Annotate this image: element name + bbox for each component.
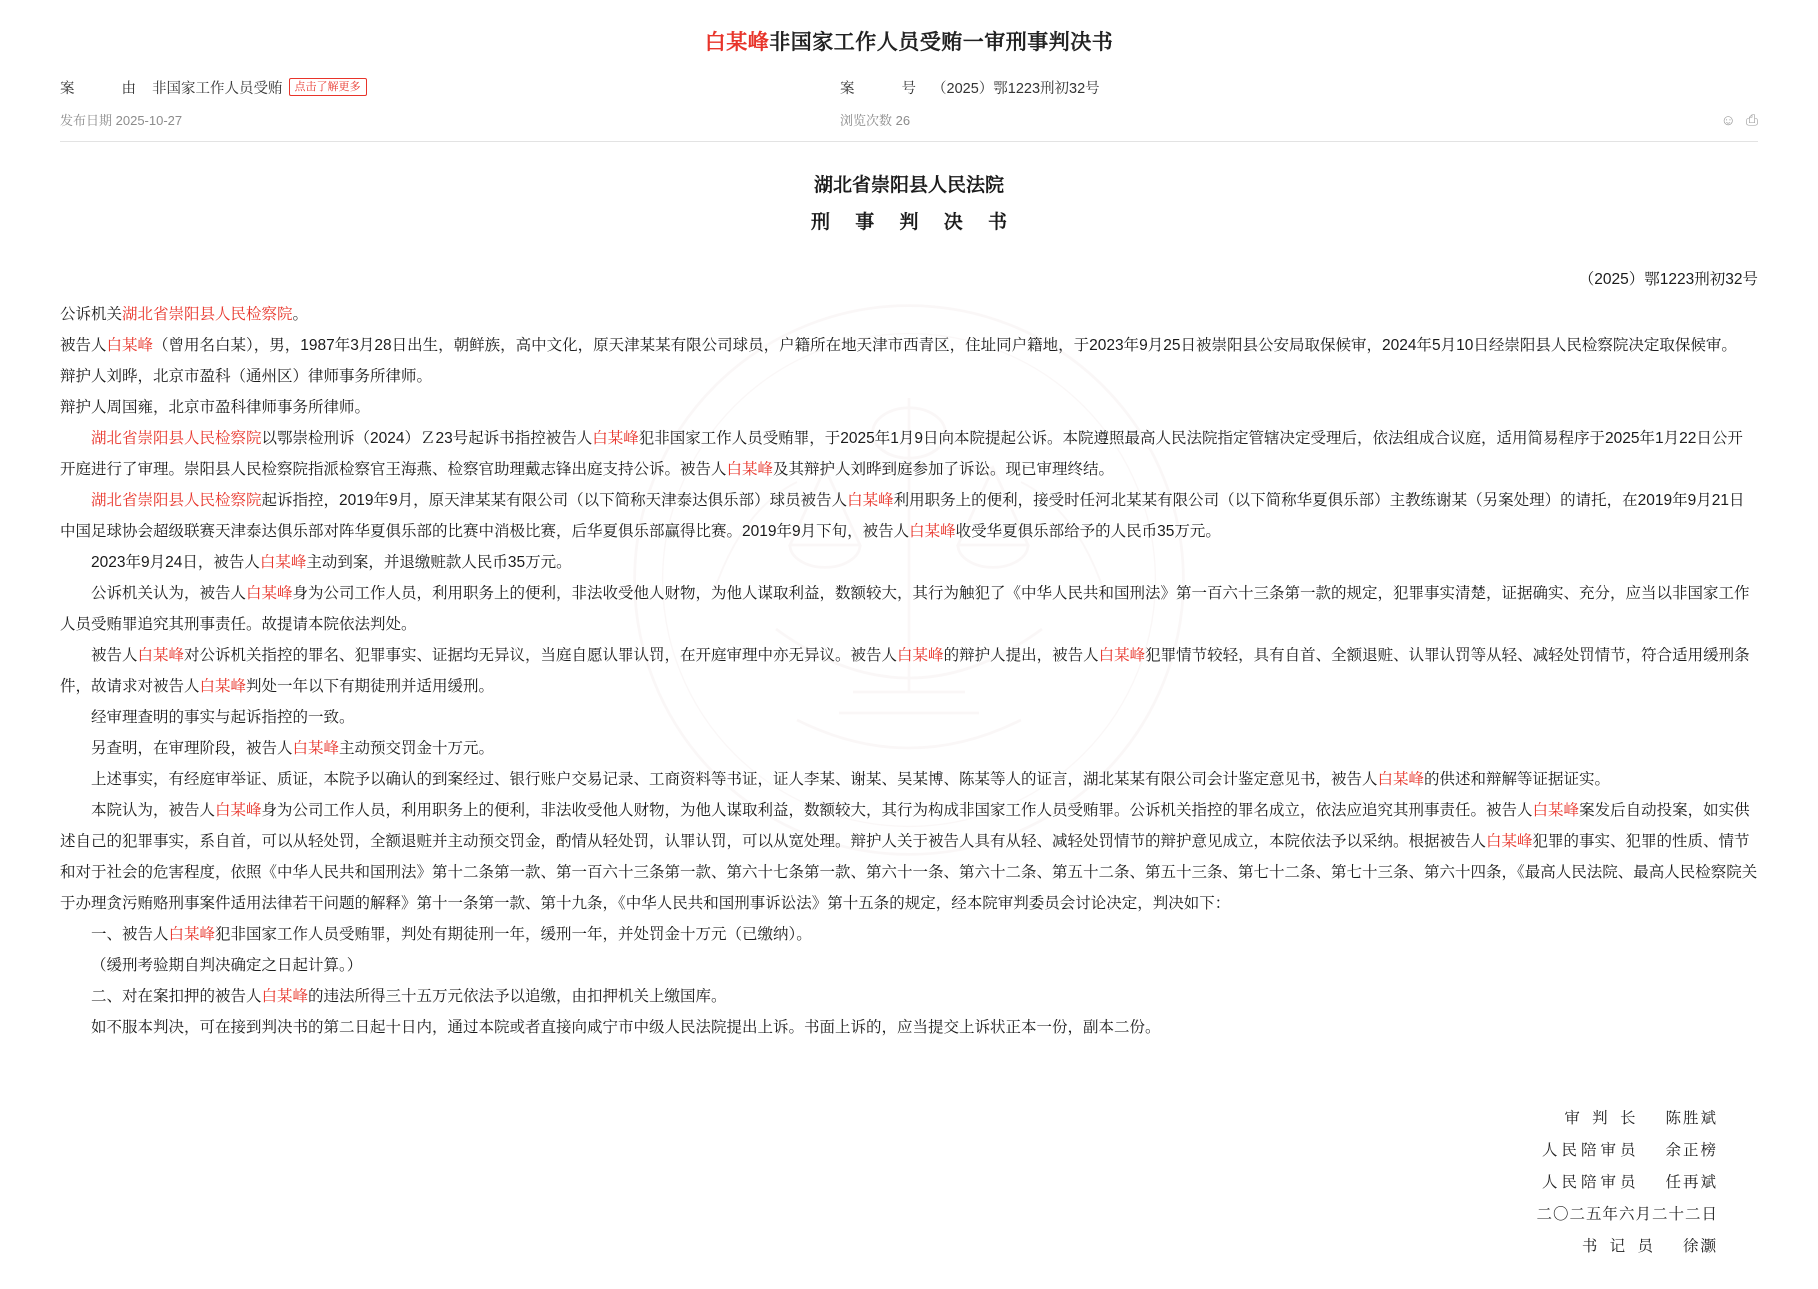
text-run: 及其辩护人刘晔到庭参加了诉讼。现已审理终结。 <box>773 461 1115 478</box>
entity-name[interactable]: 白某峰 <box>592 430 639 447</box>
text-run: 主动到案，并退缴赃款人民币35万元。 <box>306 554 572 571</box>
page-title-highlight: 白某峰 <box>704 31 770 54</box>
meta-cause-label: 案 由 <box>60 81 142 97</box>
entity-name[interactable]: 白某峰 <box>292 740 340 757</box>
entity-name[interactable]: 白某峰 <box>168 926 216 943</box>
signature-name: 任再斌 <box>1665 1174 1718 1191</box>
text-run: 身为公司工作人员，利用职务上的便利，非法收受他人财物，为他人谋取利益，数额较大，其行为构成非国家工作人员受贿罪。公诉机关指控的罪名成立，依法应追究其刑事责任。被告人 <box>261 802 1533 819</box>
entity-name[interactable]: 湖北省崇阳县人民检察院 <box>91 492 262 509</box>
p-court-view <box>60 795 1758 919</box>
entity-name[interactable]: 湖北省崇阳县人民检察院 <box>91 430 262 447</box>
text-run: 犯非国家工作人员受贿罪，判处有期徒刑一年，缓刑一年，并处罚金十万元（已缴纳）。 <box>215 926 812 943</box>
entity-name[interactable]: 白某峰 <box>909 523 956 540</box>
p-prosecutor <box>60 299 1758 330</box>
like-icon[interactable]: ☺ <box>1720 112 1736 129</box>
text-run: 的违法所得三十五万元依法予以追缴，由扣押机关上缴国库。 <box>308 988 727 1005</box>
text-run: 起诉指控，2019年9月，原天津某某有限公司（以下简称天津泰达俱乐部）球员被告人 <box>261 492 848 509</box>
entity-name[interactable]: 白某峰 <box>726 461 774 478</box>
signature-block <box>0 1073 1818 1289</box>
meta-case-number-label: 案 号 <box>840 81 922 97</box>
text-run: 。 <box>292 306 309 323</box>
meta-views-value: 26 <box>895 113 911 128</box>
clerk-role: 书 记 员 <box>1581 1238 1657 1255</box>
page-title <box>0 0 1818 78</box>
text-run: 辩护人周国雍，北京市盈科律师事务所律师。 <box>60 399 371 416</box>
signature-name: 陈胜斌 <box>1665 1110 1718 1127</box>
meta-publish-value: 2025-10-27 <box>115 113 183 128</box>
text-run: 经审理查明的事实与起诉指控的一致。 <box>91 709 355 726</box>
meta-publish-date <box>60 110 840 129</box>
signature-name: 余正榜 <box>1665 1142 1718 1159</box>
meta-cause <box>60 78 840 100</box>
meta-row-secondary <box>60 110 1758 141</box>
p-charge <box>60 423 1758 485</box>
entity-name[interactable]: 白某峰 <box>246 585 293 602</box>
clerk-name: 徐灏 <box>1682 1238 1718 1255</box>
signature-role: 人民陪审员 <box>1541 1142 1640 1159</box>
text-run: 如不服本判决，可在接到判决书的第二日起十日内，通过本院或者直接向咸宁市中级人民法院提出上诉。书面上诉的，应当提交上诉状正本一份，副本二份。 <box>91 1019 1161 1036</box>
text-run: 以鄂崇检刑诉（2024）Ｚ23号起诉书指控被告人 <box>261 430 593 447</box>
entity-name[interactable]: 白某峰 <box>199 678 247 695</box>
signature-row <box>0 1135 1718 1167</box>
text-run: 收受华夏俱乐部给予的人民币35万元。 <box>955 523 1221 540</box>
meta-case-number-value: （2025）鄂1223刑初32号 <box>932 81 1100 97</box>
paragraph-list <box>60 299 1758 1043</box>
text-run: 公诉机关认为，被告人 <box>91 585 247 602</box>
case-number-line: （2025）鄂1223刑初32号 <box>1578 271 1758 288</box>
text-run: 一、被告人 <box>91 926 169 943</box>
p-defender-2 <box>60 392 1758 423</box>
text-run: 公诉机关 <box>60 306 123 323</box>
p-trial-consistent <box>60 702 1758 733</box>
text-run: 被告人 <box>60 337 107 354</box>
text-run: 另查明，在审理阶段，被告人 <box>91 740 293 757</box>
page-title-rest: 非国家工作人员受贿一审刑事判决书 <box>769 31 1114 54</box>
meta-views <box>840 110 1758 129</box>
p-evidence <box>60 764 1758 795</box>
text-run: 本院认为，被告人 <box>91 802 216 819</box>
p-prosecution-view <box>60 578 1758 640</box>
entity-name[interactable]: 白某峰 <box>106 337 154 354</box>
clerk-line <box>0 1231 1718 1263</box>
meta-row-primary <box>60 78 1758 100</box>
court-name: 湖北省崇阳县人民法院 <box>813 175 1004 196</box>
text-run: 身为公司工作人员，利用职务上的便利，非法收受他人财物，为他人谋取利益，数额较大，其行为触犯了《中华人民共和国刑法》第一百六十三条第一款的规定，犯罪事实清楚，证据确实、充分，应当以非国家工作人员受贿罪追究其刑事责任。故提请本院依法判处。 <box>60 585 1750 633</box>
entity-link[interactable]: 湖北省崇阳县人民检察院 <box>122 306 293 323</box>
text-run: 2023年9月24日，被告人 <box>91 554 260 571</box>
p-judgment-1 <box>60 919 1758 950</box>
text-run: 的供述和辩解等证据证实。 <box>1424 771 1611 788</box>
signature-row <box>0 1167 1718 1199</box>
text-run: 犯罪的事实、犯罪的性质、情节和对于社会的危害程度，依照《中华人民共和国刑法》第十二条第一款、第一百六十三条第一款、第六十七条第一款、第六十一条、第六十二条、第五十二条、第五十三条、第七十二条、第七十三条、第六十四条，《最高人民法院、最高人民检察院关于办理贪污贿赂刑事案件适用法律若干问题的解释》第十一条第一款、第十九条，《中华人民共和国刑事诉讼法》第十五条的规定，经本院审判委员会讨论决定，判决如下： <box>60 833 1758 912</box>
entity-name[interactable]: 白某峰 <box>215 802 262 819</box>
p-judgment-2 <box>60 981 1758 1012</box>
meta-cause-value: 非国家工作人员受贿 <box>152 81 283 97</box>
text-run: 二、对在案扣押的被告人 <box>91 988 262 1005</box>
meta-action-icons <box>1721 112 1758 129</box>
meta-views-label: 浏览次数 <box>840 113 893 128</box>
p-defendant <box>60 330 1758 361</box>
text-run: 辩护人刘晔，北京市盈科（通州区）律师事务所律师。 <box>60 368 433 385</box>
entity-name[interactable]: 白某峰 <box>137 647 185 664</box>
p-surrender <box>60 547 1758 578</box>
text-run: 被告人 <box>91 647 138 664</box>
text-run: 主动预交罚金十万元。 <box>339 740 495 757</box>
document-meta <box>0 78 1818 142</box>
p-defendant-view <box>60 640 1758 702</box>
entity-name[interactable]: 白某峰 <box>1532 802 1580 819</box>
entity-name[interactable]: 白某峰 <box>897 647 944 664</box>
text-run: （缓刑考验期自判决确定之日起计算。） <box>91 957 363 974</box>
signature-list <box>0 1103 1718 1199</box>
signature-row <box>0 1103 1718 1135</box>
p-judgment-1-note <box>60 950 1758 981</box>
meta-case-number <box>840 78 1100 100</box>
judgment-body <box>0 170 1818 1073</box>
entity-name[interactable]: 白某峰 <box>847 492 894 509</box>
text-run: 犯非国家工作人员受贿罪，于2025年1月9日向本院提起公诉。本院遵照最高人民法院指定管辖决定受理后，依法组成合议庭，适用简易程序于2025年1月22日公开开庭进行了审理。崇阳县人民检察院指派检察官王海燕、检察官助理戴志锋出庭支持公诉。被告人 <box>60 430 1743 478</box>
print-icon[interactable]: ⎙ <box>1745 112 1758 129</box>
p-appeal <box>60 1012 1758 1043</box>
entity-name[interactable]: 白某峰 <box>1377 771 1425 788</box>
learn-more-button[interactable]: 点击了解更多 <box>289 78 367 96</box>
p-indictment <box>60 485 1758 547</box>
text-run: 犯罪情节较轻，具有自首、全额退赃、认罪认罚等从轻、减轻处罚情节，符合适用缓刑条件，故请求对被告人 <box>60 647 1750 695</box>
entity-name[interactable]: 白某峰 <box>1098 647 1146 664</box>
judgment-date: 二〇二五年六月二十二日 <box>1536 1206 1718 1223</box>
signature-role: 审 判 长 <box>1564 1110 1640 1127</box>
meta-divider <box>60 141 1758 142</box>
text-run: 上述事实，有经庭审举证、质证，本院予以确认的到案经过、银行账户交易记录、工商资料等书证，证人李某、谢某、吴某博、陈某等人的证言，湖北某某有限公司会计鉴定意见书，被告人 <box>91 771 1378 788</box>
text-run: 判处一年以下有期徒刑并适用缓刑。 <box>246 678 495 695</box>
entity-name[interactable]: 白某峰 <box>261 988 309 1005</box>
entity-name[interactable]: 白某峰 <box>1486 833 1533 850</box>
text-run: （曾用名白某），男，1987年3月28日出生，朝鲜族，高中文化，原天津某某有限公司球员，户籍所在地天津市西青区，住址同户籍地，于2023年9月25日被崇阳县公安局取保候审，2024年5月10日经崇阳县人民检察院决定取保候审。 <box>153 337 1737 354</box>
text-run: 对公诉机关指控的罪名、犯罪事实、证据均无异议，当庭自愿认罪认罚，在开庭审理中亦无异议。被告人 <box>184 647 898 664</box>
text-run: 的辩护人提出，被告人 <box>943 647 1099 664</box>
signature-role: 人民陪审员 <box>1541 1174 1640 1191</box>
p-defender-1 <box>60 361 1758 392</box>
text-run: 案发后自动投案，如实供述自己的犯罪事实，系自首，可以从轻处罚，全额退赃并主动预交罚金，酌情从轻处罚，认罪认罚，可以从宽处理。辩护人关于被告人具有从轻、减轻处罚情节的辩护意见成立，本院依法予以采纳。根据被告人 <box>60 802 1750 850</box>
text-run: 利用职务上的便利，接受时任河北某某有限公司（以下简称华夏俱乐部）主教练谢某（另案处理）的请托，在2019年9月21日中国足球协会超级联赛天津泰达俱乐部对阵华夏俱乐部的比赛中消极比赛，后华夏俱乐部赢得比赛。2019年9月下旬，被告人 <box>60 492 1745 540</box>
meta-publish-label: 发布日期 <box>60 113 113 128</box>
p-extra-finding <box>60 733 1758 764</box>
document-type: 刑 事 判 决 书 <box>810 212 1018 233</box>
entity-name[interactable]: 白某峰 <box>259 554 307 571</box>
